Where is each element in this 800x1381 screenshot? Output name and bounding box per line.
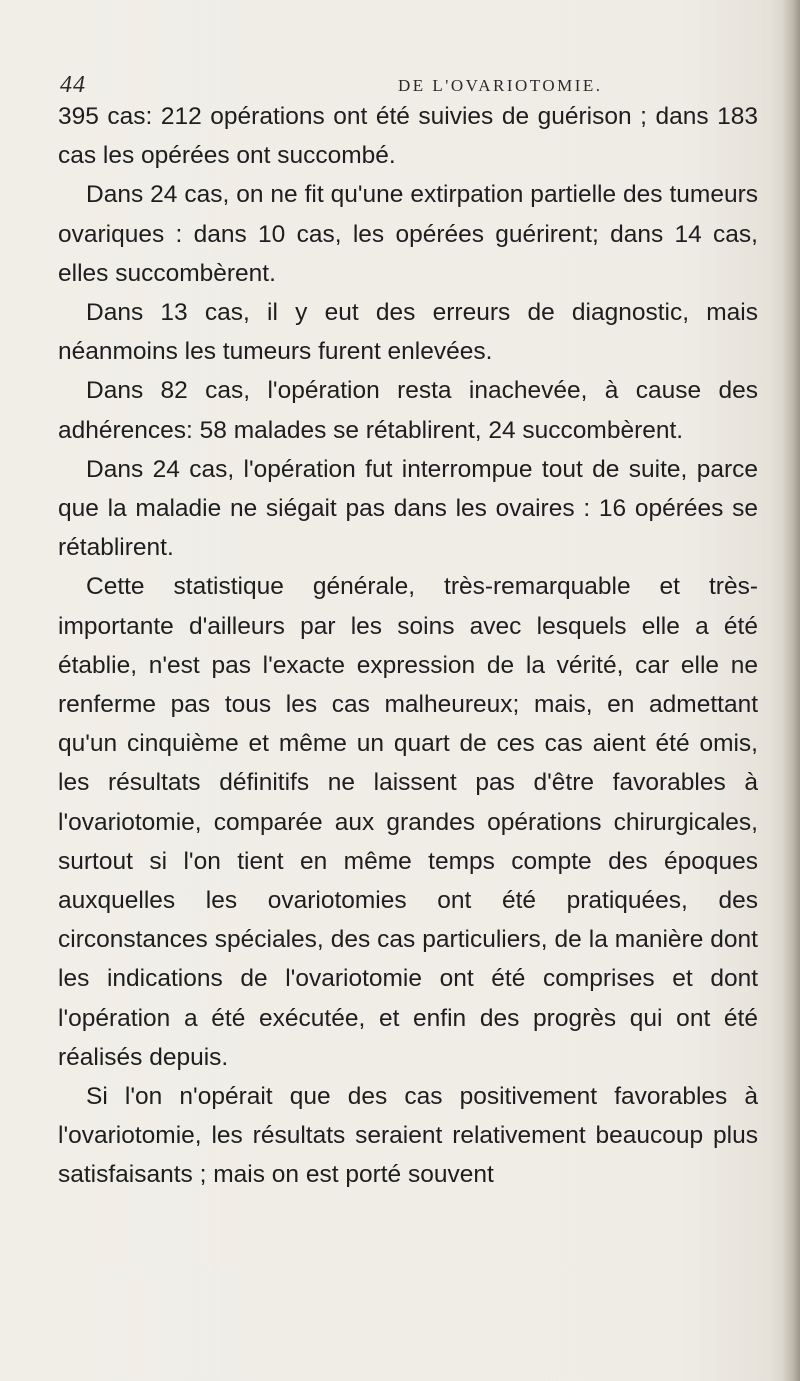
paragraph: Dans 13 cas, il y eut des erreurs de diagnostic, mais néanmoins les tumeurs furent enlevées. xyxy=(58,299,758,366)
running-head: DE L'OVARIOTOMIE. xyxy=(398,76,603,95)
paragraph: Dans 82 cas, l'opération resta inachevée, à cause des adhérences: 58 malades se rétablirent, 24 succombèrent. xyxy=(58,377,758,444)
paragraph: Cette statistique générale, très-remarquable et très-importante d'ailleurs par les soins avec lesquels elle a été établie, n'est pas l'exacte expression de la vérité, car elle ne renferme pas tous les cas malheureux; mais, en admettant qu'un cinquième et même un quart de ces cas aient été omis, les résultats définitifs ne laissent pas d'être favorables à l'ovariotomie, comparée aux grandes opérations chirurgicales, surtout si l'on tient en même temps compte des époques auxquelles les ovariotomies ont été pratiquées, des circonstances spéciales, des cas particuliers, de la manière dont les indications de l'ovariotomie ont été comprises et dont l'opération a été exécutée, et enfin des progrès qui ont été réalisés depuis. xyxy=(58,573,758,1071)
page-number: 44 xyxy=(60,72,86,98)
paragraph: Si l'on n'opérait que des cas positivement favorables à l'ovariotomie, les résultats seraient relativement beaucoup plus satisfaisants ; mais on est porté souvent xyxy=(58,1083,758,1189)
page-edge-shadow xyxy=(782,0,800,1381)
paragraph: Dans 24 cas, on ne fit qu'une extirpation partielle des tumeurs ovariques : dans 10 cas, les opérées guérirent; dans 14 cas, elles succombèrent. xyxy=(58,181,758,287)
body-text xyxy=(58,97,758,1195)
paragraph: 395 cas: 212 opérations ont été suivies de guérison ; dans 183 cas les opérées ont succombé. xyxy=(58,103,758,170)
paragraph: Dans 24 cas, l'opération fut interrompue tout de suite, parce que la maladie ne siégait pas dans les ovaires : 16 opérées se rétablirent. xyxy=(58,455,758,562)
